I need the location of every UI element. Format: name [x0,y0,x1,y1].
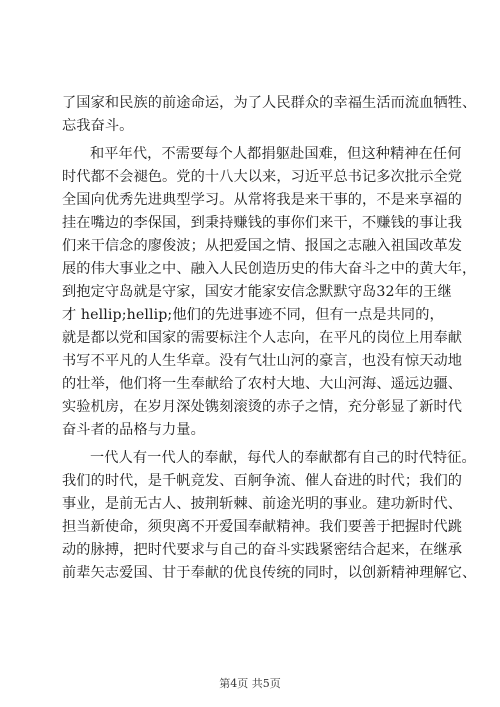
text-line: 们来干信念的廖俊波；从把爱国之情、报国之志融入祖国改革发 [62,238,463,254]
text-line: 书写不平凡的人生华章。没有气壮山河的豪言，也没有惊天动地 [62,353,463,369]
text-line: 担当新使命，须臾离不开爱国奉献精神。我们要善于把握时代跳 [62,519,463,535]
text-line: 全国向优秀先进典型学习。从常将我是来干事的，不是来享福的 [62,192,463,208]
paragraph-1 [62,92,477,138]
text-line: 事业，是前无古人、披荆斩棘、前途光明的事业。建功新时代、 [62,496,463,512]
text-line: 才 hellip;hellip;他们的先进事迹不同，但有一点是共同的， [62,307,444,323]
paragraph-3 [62,447,477,585]
text-line: 展的伟大事业之中、融入人民创造历史的伟大奋斗之中的黄大年， [62,261,477,277]
text-line: 实验机房，在岁月深处镌刻滚烫的赤子之情，充分彰显了新时代 [62,399,463,415]
text-line: 一代人有一代人的奉献，每代人的奉献都有自己的时代特征。 [90,450,476,466]
text-line: 的壮举，他们将一生奉献给了农村大地、大山河海、遥远边疆、 [62,376,463,392]
text-line: 和平年代，不需要每个人都捐躯赴国难，但这种精神在任何 [90,146,462,162]
text-line: 挂在嘴边的李保国，到秉持赚钱的事你们来干，不赚钱的事让我 [62,215,463,231]
paragraph-2 [62,143,477,442]
document-body [62,92,477,585]
text-line: 奋斗者的品格与力量。 [62,422,205,438]
page-number-label: 第4页 共5页 [219,677,281,690]
page-footer [0,675,500,691]
text-line: 前辈矢志爱国、甘于奉献的优良传统的同时，以创新精神理解它、 [62,565,477,581]
text-line: 我们的时代，是千帆竞发、百舸争流、催人奋进的时代；我们的 [62,473,463,489]
text-line: 到抱定守岛就是守家，国安才能家安信念默默守岛32年的王继 [62,284,452,300]
text-line: 就是都以党和国家的需要标注个人志向，在平凡的岗位上用奉献 [62,330,463,346]
text-line: 了国家和民族的前途命运，为了人民群众的幸福生活而流血牺牲、 [62,95,477,111]
text-line: 忘我奋斗。 [62,118,134,134]
text-line: 动的脉搏，把时代要求与自己的奋斗实践紧密结合起来，在继承 [62,542,463,558]
text-line: 时代都不会褪色。党的十八大以来，习近平总书记多次批示全党 [62,169,463,185]
